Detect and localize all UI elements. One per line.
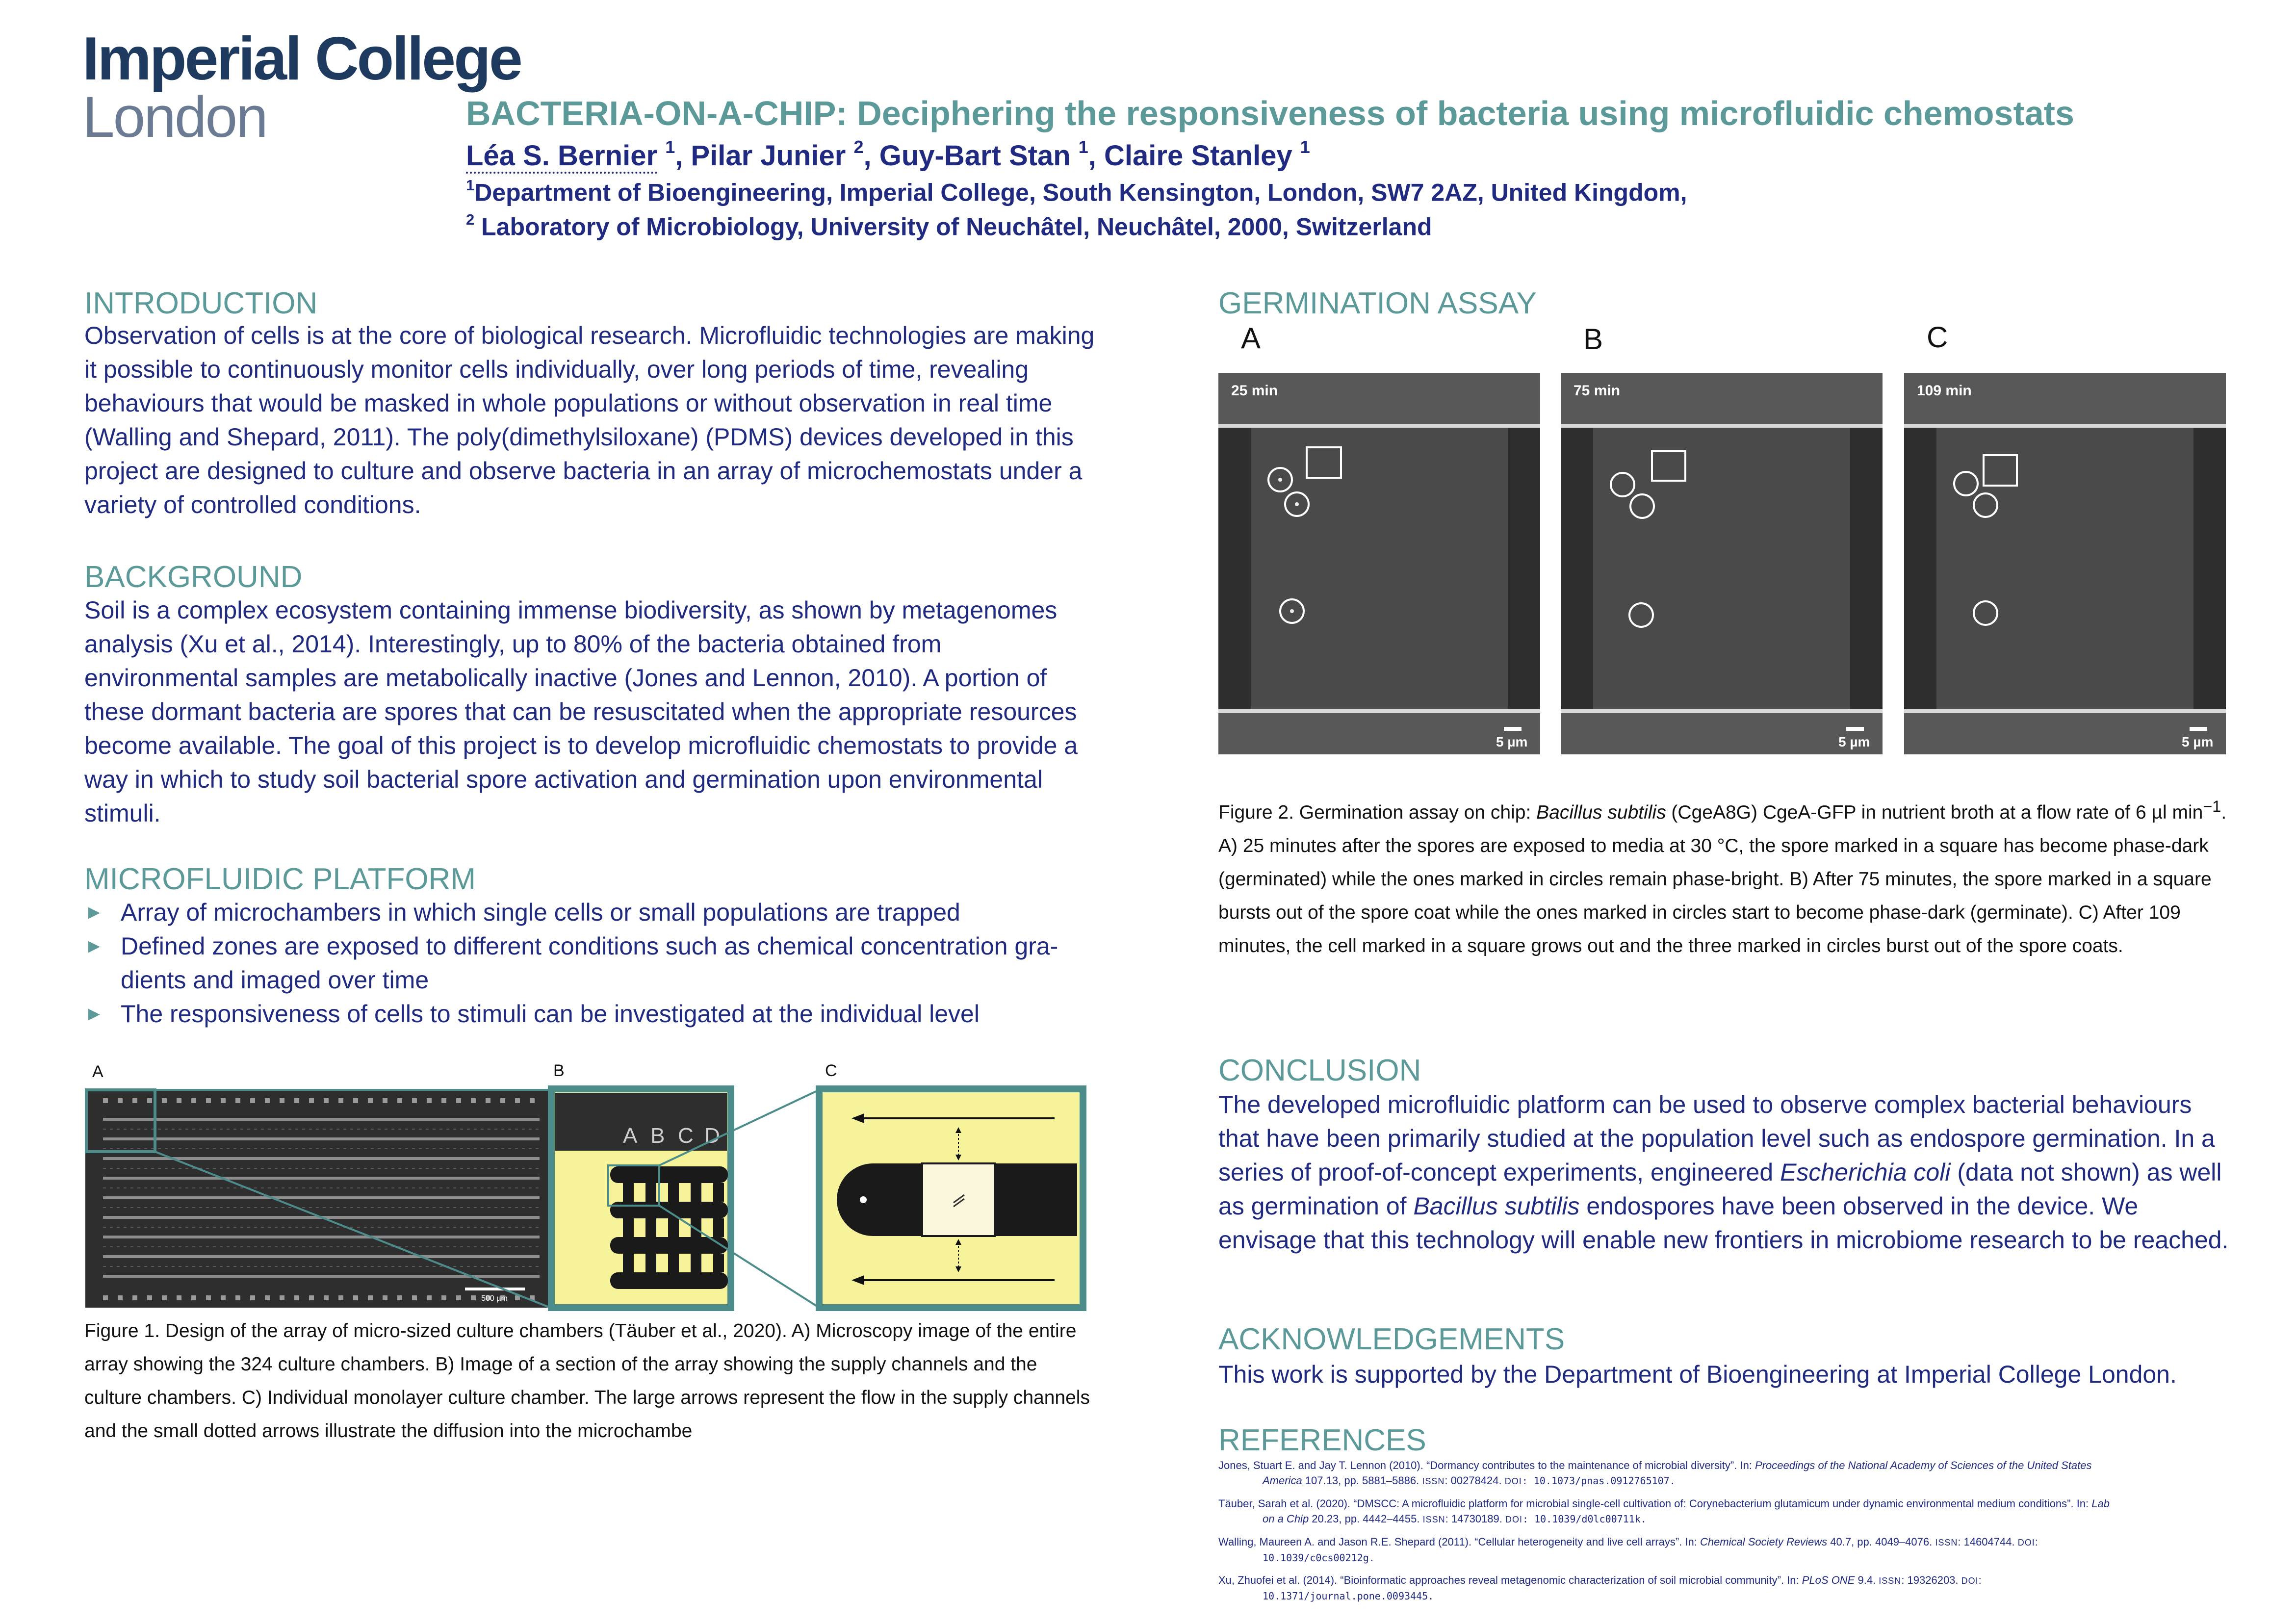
reference-continuation	[1218, 1473, 2219, 1489]
reference-text: Walling, Maureen A. and Jason R.E. Shepard (2011). “Cellular heterogeneity and live cell arrays”. In:	[1218, 1536, 1700, 1548]
caption-text: (CgeA8G) CgeA-GFP in nutrient broth at a flow rate of 6 µl min	[1666, 802, 2203, 823]
background-heading: BACKGROUND	[84, 560, 303, 594]
conclusion-part: endospores have been observed in the device. We envisage that this technology will enable new frontiers in microbiome research to be reached.	[1218, 1192, 2229, 1254]
chip-letter: C	[678, 1124, 694, 1148]
micrograph-time-label: 75 min	[1574, 383, 1621, 399]
reference-issn-label: ISSN	[1422, 1515, 1445, 1524]
reference-item	[1218, 1572, 2219, 1604]
caption-exponent: −1	[2203, 798, 2221, 815]
background-text: Soil is a complex ecosystem containing immense biodiversity, as shown by metagenomes analysis (Xu et al., 2014). Interestingly, up to 80% of the bacteria obtained from environmental samples are metabolically inactive (Jones and Lennon, 2010). A portion of these dormant bacteria are spores that can be resuscitated when the appropriate resources become available. The goal of this project is to develop microfluidic chemostats to provide a way in which to study soil bacterial spore activation and germination upon environmental stimuli.	[84, 596, 1078, 827]
reference-item	[1218, 1458, 2219, 1489]
introduction-text: Observation of cells is at the core of biological research. Microfluidic technologies are making it possible to continuously monitor cells individually, over long periods of time, revealing behaviours that would be masked in whole populations or without observation in real time (Walling and Shepard, 2011). The poly(dimethylsiloxane) (PDMS) devices developed in this project are designed to culture and observe bacteria in an array of microchemostats under a variety of controlled conditions.	[84, 322, 1095, 518]
reference-journal: America	[1263, 1474, 1302, 1487]
conclusion-heading: CONCLUSION	[1218, 1054, 1421, 1087]
reference-doi[interactable]: 10.1039/c0cs00212g.	[1263, 1552, 1375, 1564]
acknowledgements-heading: ACKNOWLEDGEMENTS	[1218, 1322, 1565, 1356]
reference-text: Jones, Stuart E. and Jay T. Lennon (2010). “Dormancy contributes to the maintenance of microbial diversity”. In:	[1218, 1459, 1755, 1471]
reference-issn: : 14730189.	[1445, 1513, 1505, 1525]
introduction-heading: INTRODUCTION	[84, 286, 318, 320]
logo-london: London	[82, 85, 267, 150]
acknowledgements-text: This work is supported by the Department of Bioengineering at Imperial College London.	[1218, 1361, 2177, 1388]
author-separator: ,	[863, 140, 879, 172]
reference-doi[interactable]: 10.1371/journal.pone.0093445.	[1263, 1590, 1434, 1602]
micrograph-panel-b	[1561, 373, 1883, 754]
reference-doi-label: DOI	[1961, 1576, 1979, 1586]
reference-item	[1218, 1534, 2219, 1566]
array-section-header	[555, 1093, 727, 1151]
reference-issn: : 19326203.	[1901, 1574, 1961, 1586]
platform-bullet: ► The responsiveness of cells to stimuli can be investigated at the individual level	[84, 997, 1095, 1031]
chip-letter: A	[623, 1124, 638, 1148]
reference-issn-label: ISSN	[1422, 1476, 1445, 1486]
micrograph-scale-label: 5 µm	[2182, 734, 2214, 749]
cell-dot	[860, 1196, 867, 1203]
figure2-micrographs	[1218, 373, 2229, 755]
affiliation-sup: 1	[466, 177, 475, 194]
figure1-label-a: A	[92, 1062, 103, 1081]
author-separator: ,	[675, 140, 691, 172]
scale-bar-label: 500 µm	[481, 1294, 508, 1303]
conclusion-species: Bacillus subtilis	[1413, 1192, 1580, 1220]
reference-continuation	[1218, 1511, 2219, 1527]
platform-bullet-list	[84, 896, 1095, 1031]
reference-journal: PLoS ONE	[1802, 1574, 1855, 1586]
author-affil-sup: 2	[853, 137, 864, 157]
chamber-right-channel	[995, 1163, 1077, 1236]
reference-text: Xu, Zhuofei et al. (2014). “Bioinformatic approaches reveal metagenomic characterization of soil microbial community”. In:	[1218, 1574, 1802, 1586]
chamber-left-channel	[837, 1163, 922, 1236]
caption-text: Figure 2. Germination assay on chip:	[1218, 802, 1537, 823]
authors-line	[466, 138, 1310, 170]
author-separator: ,	[1088, 140, 1105, 172]
author-name: Pilar Junier	[691, 140, 846, 172]
micrograph-time-label: 25 min	[1231, 383, 1278, 399]
reference-journal: Chemical Society Reviews	[1700, 1536, 1828, 1548]
reference-doi-label: DOI	[2017, 1538, 2035, 1547]
references-list	[1218, 1458, 2219, 1611]
author-affil-sup: 1	[1078, 137, 1088, 157]
reference-journal: Proceedings of the National Academy of Sciences of the United States	[1755, 1459, 2092, 1471]
reference-text: 20.23, pp. 4442–4455.	[1309, 1513, 1423, 1525]
reference-doi[interactable]: : 10.1073/pnas.0912765107.	[1522, 1475, 1676, 1487]
reference-issn: : 14604744.	[1958, 1536, 2018, 1548]
platform-bullet: ► Defined zones are exposed to different conditions such as chemical concentration gra-dients and imaged over time	[84, 929, 1095, 997]
conclusion-part: (data not shown) as well as germination of	[1218, 1159, 2222, 1220]
reference-issn-label: ISSN	[1879, 1576, 1902, 1586]
micrograph-time-label: 109 min	[1917, 383, 1972, 399]
reference-issn: : 00278424.	[1445, 1474, 1505, 1487]
affiliation-2	[466, 212, 1432, 239]
affiliation-1	[466, 178, 1687, 205]
figure2-label-a: A	[1241, 322, 1261, 355]
reference-text: 107.13, pp. 5881–5886.	[1302, 1474, 1422, 1487]
conclusion-part: The developed microfluidic platform can be used to observe complex bacterial behaviours that have been primarily studied at the population level such as endospore germination. In a series of proof-of-concept experiments, engineered	[1218, 1091, 2215, 1186]
reference-doi-label: DOI	[1505, 1515, 1522, 1524]
author-name: Léa S. Bernier	[466, 140, 657, 174]
germination-heading: GERMINATION ASSAY	[1218, 286, 1537, 320]
platform-bullet: ► Array of microchambers in which single cells or small populations are trapped	[84, 896, 1095, 929]
reference-text: :	[1978, 1574, 1982, 1586]
micrograph-scale-label: 5 µm	[1838, 734, 1870, 749]
reference-journal: on a Chip	[1263, 1513, 1309, 1525]
caption-text: . A) 25 minutes after the spores are exposed to media at 30 °C, the spore marked in a square has become phase-dark (germinated) while the ones marked in circles remain phase-bright. B) After 75 minutes, the spore marked in a square bursts out of the spore coat while the ones marked in circles start to become phase-dark (germinate). C) After 109 minutes, the cell marked in a square grows out and the three marked in circles burst out of the spore coats.	[1218, 802, 2227, 956]
platform-heading: MICROFLUIDIC PLATFORM	[84, 862, 476, 896]
chip-letter: B	[650, 1124, 665, 1148]
author-name: Guy-Bart Stan	[879, 140, 1071, 172]
author-name: Claire Stanley	[1104, 140, 1292, 172]
reference-text: Täuber, Sarah et al. (2020). “DMSCC: A microfluidic platform for microbial single-cell cultivation of: Corynebacterium glutamicum under dynamic environmental medium conditions”. In:	[1218, 1497, 2092, 1510]
affiliation-text: Department of Bioengineering, Imperial College, South Kensington, London, SW7 2AZ, United Kingdom,	[474, 179, 1687, 206]
figure2-label-c: C	[1927, 321, 1948, 354]
affiliation-sup: 2	[466, 211, 475, 228]
caption-species: Bacillus subtilis	[1536, 802, 1666, 823]
figure1-illustration	[83, 1079, 1089, 1315]
references-heading: REFERENCES	[1218, 1423, 1426, 1457]
micrograph-panel-a	[1218, 373, 1540, 754]
reference-item	[1218, 1496, 2219, 1527]
micrograph-panel-c	[1904, 373, 2226, 754]
reference-text: 40.7, pp. 4049–4076.	[1827, 1536, 1935, 1548]
reference-doi-label: DOI	[1504, 1476, 1522, 1486]
chip-letter: D	[704, 1124, 720, 1148]
poster-title: BACTERIA-ON-A-CHIP: Deciphering the responsiveness of bacteria using microfluidic chemostats	[466, 94, 2074, 132]
figure2-caption	[1218, 790, 2229, 963]
reference-doi[interactable]: : 10.1039/d0lc00711k.	[1522, 1513, 1647, 1525]
figure2-label-b: B	[1583, 323, 1603, 356]
logo-imperial-college: Imperial College	[82, 25, 521, 93]
conclusion-text	[1218, 1088, 2229, 1257]
reference-text: :	[2035, 1536, 2038, 1548]
conclusion-species: Escherichia coli	[1780, 1159, 1951, 1186]
author-affil-sup: 1	[1300, 137, 1310, 157]
micrograph-scale-label: 5 µm	[1496, 734, 1528, 749]
figure1-caption: Figure 1. Design of the array of micro-sized culture chambers (Täuber et al., 2020). A) Microscopy image of the entire array showing the 324 culture chambers. B) Image of a section of the array showing the supply channels and the culture chambers. C) Individual monolayer culture chamber. The large arrows represent the flow in the supply channels and the small dotted arrows illustrate the diffusion into the microchambe	[84, 1320, 1090, 1442]
reference-issn-label: ISSN	[1935, 1538, 1958, 1547]
reference-text: 9.4.	[1855, 1574, 1879, 1586]
reference-journal: Lab	[2091, 1497, 2110, 1510]
author-affil-sup: 1	[665, 137, 675, 157]
affiliation-text: Laboratory of Microbiology, University of Neuchâtel, Neuchâtel, 2000, Switzerland	[474, 213, 1432, 241]
figure1-label-b: B	[553, 1061, 565, 1080]
figure1-label-c: C	[825, 1061, 837, 1080]
